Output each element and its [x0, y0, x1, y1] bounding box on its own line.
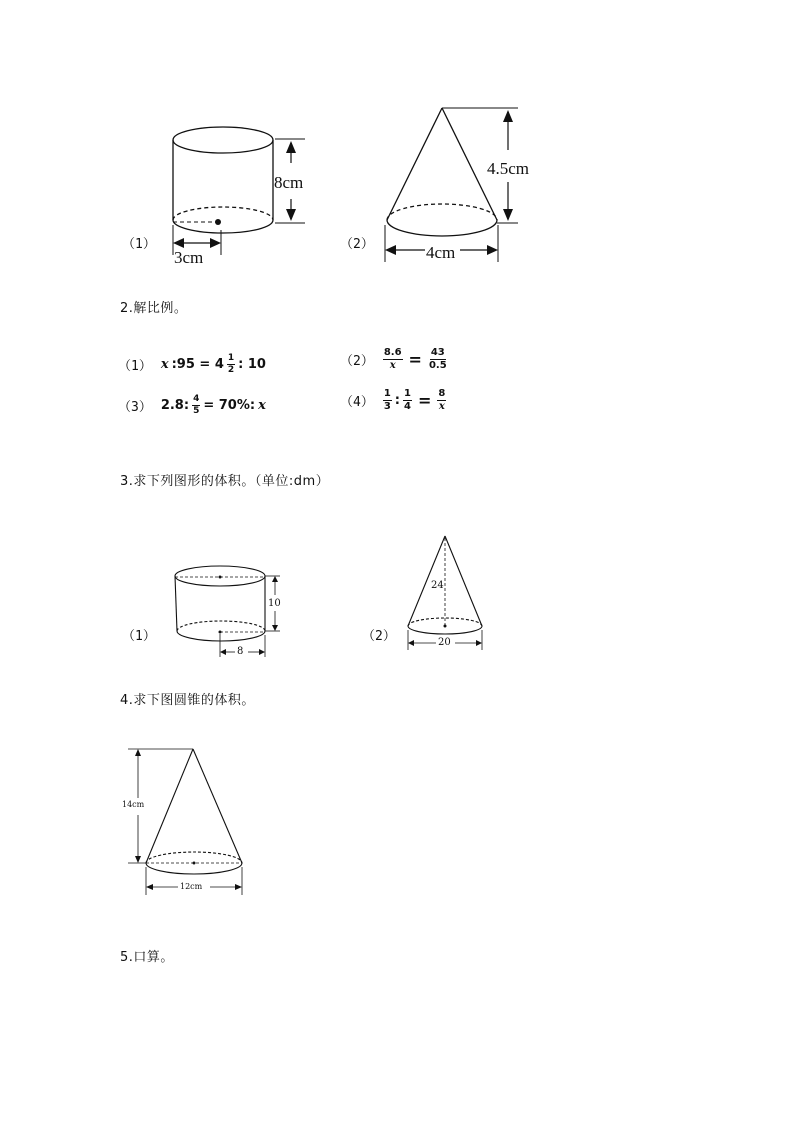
numerator: 1	[227, 353, 235, 363]
numerator: 8	[438, 388, 446, 399]
equation-part: :95 = 4	[171, 357, 224, 372]
fraction	[437, 389, 446, 412]
denominator	[389, 360, 397, 371]
fraction	[192, 395, 200, 416]
question-2-title: 2.解比例。	[120, 301, 188, 316]
q4-cone	[118, 740, 258, 900]
denominator: 0.5	[428, 360, 447, 371]
top-figure-cone	[335, 100, 565, 275]
cylinder-radius-label: 3cm	[174, 248, 204, 267]
cone-diagram	[118, 740, 258, 900]
figure-label: （1）	[122, 629, 156, 644]
equation-index: （2）	[340, 354, 374, 369]
denominator: 4	[404, 401, 411, 412]
equation-4	[340, 389, 446, 412]
equation-part: 2.8:	[160, 398, 190, 413]
figure-label: （2）	[362, 629, 396, 644]
numerator: 43	[430, 347, 445, 358]
numerator: 1	[383, 388, 391, 399]
equals-sign: =	[417, 391, 432, 410]
fraction	[227, 354, 235, 375]
figure-label: （2）	[340, 237, 374, 252]
fraction	[383, 348, 403, 371]
numerator: 8.6	[383, 347, 402, 358]
question-4-title: 4.求下图圆锥的体积。	[120, 693, 255, 708]
fraction	[428, 348, 448, 371]
denominator: 5	[193, 406, 200, 416]
denominator	[438, 401, 446, 412]
equation-index: （4）	[340, 395, 374, 410]
question-5-title: 5.口算。	[120, 950, 174, 965]
colon: :	[394, 393, 400, 408]
equals-sign: =	[408, 350, 422, 369]
cylinder-diagram	[120, 555, 320, 665]
equation-index: （1）	[118, 359, 152, 374]
q3-cylinder	[120, 555, 320, 665]
numerator: 1	[404, 388, 411, 399]
cone-diameter-label: 4cm	[426, 243, 456, 262]
equation-1	[118, 354, 266, 375]
cone-height-label: 4.5cm	[487, 159, 530, 178]
q3-cone	[360, 530, 500, 655]
question-3-title: 3.求下列图形的体积。（单位:dm）	[120, 474, 330, 489]
equation-part: = 70%:	[203, 398, 256, 413]
denominator: 3	[383, 401, 391, 412]
denominator: 2	[227, 365, 235, 375]
cone-diagram	[360, 530, 500, 655]
equation-3	[118, 395, 266, 416]
numerator: 4	[193, 394, 200, 404]
cone-height-label: 24	[431, 580, 444, 591]
cylinder-height-label: 8cm	[274, 173, 304, 192]
figure-label: （1）	[122, 237, 156, 252]
top-figure-cylinder	[110, 115, 330, 275]
cylinder-height-label: 10	[268, 598, 281, 609]
variable: x	[160, 357, 169, 372]
equation-index: （3）	[118, 400, 152, 415]
fraction	[403, 389, 412, 412]
variable: x	[258, 398, 266, 413]
variable: x	[389, 360, 396, 371]
cone-diameter-label: 12cm	[180, 882, 203, 891]
cone-height-label: 14cm	[122, 800, 145, 809]
equation-2	[340, 348, 448, 371]
cylinder-radius-label: 8	[237, 646, 244, 657]
equation-part: : 10	[238, 357, 266, 372]
cylinder-diagram	[110, 115, 330, 275]
variable: x	[438, 401, 445, 412]
cone-diameter-label: 20	[438, 637, 451, 648]
fraction	[383, 389, 392, 412]
